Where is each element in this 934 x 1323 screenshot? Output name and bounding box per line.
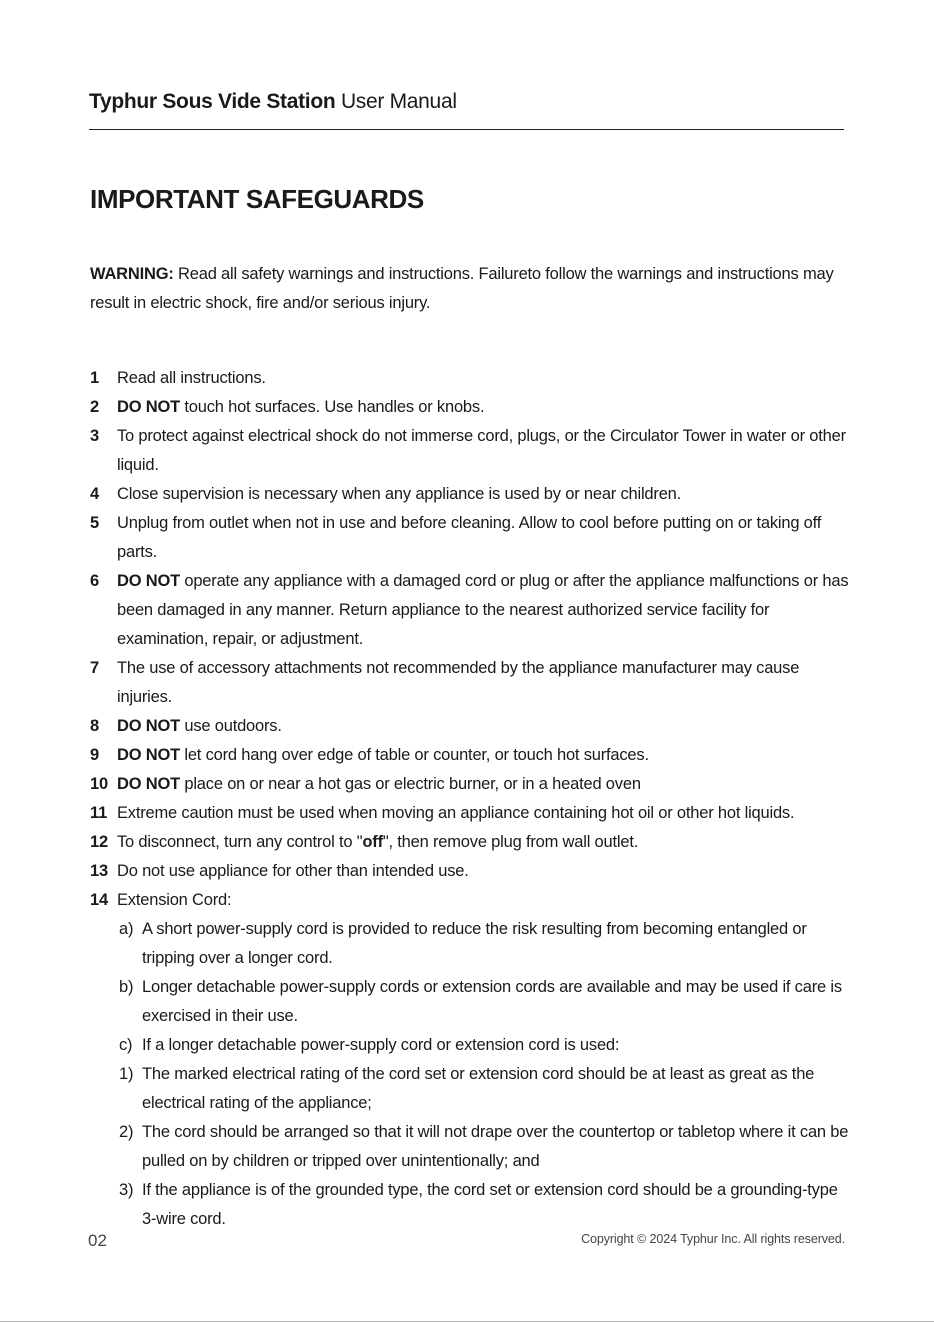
item-number: 2 (90, 398, 99, 416)
sub-list-item (117, 915, 850, 973)
item-emphasis: DO NOT (117, 717, 180, 735)
item-number: 3 (90, 427, 99, 445)
sub-item-text: The marked electrical rating of the cord set or extension cord should be at least as great as the electrical rating of the appliance; (142, 1065, 815, 1112)
sub-item-text: The cord should be arranged so that it will not drape over the countertop or tabletop where it can be pulled on by children or tripped over unintentionally; and (142, 1123, 849, 1170)
item-number: 5 (90, 514, 99, 532)
item-number: 1 (90, 369, 99, 387)
item-number: 6 (90, 572, 99, 590)
sub-list-item (117, 1060, 850, 1118)
safeguards-list (90, 364, 850, 1234)
sub-item-marker: 2) (119, 1123, 134, 1141)
item-number: 14 (90, 891, 108, 909)
item-number: 4 (90, 485, 99, 503)
extension-cord-sublist (117, 915, 850, 1234)
section-title: IMPORTANT SAFEGUARDS (90, 184, 424, 214)
item-text: use outdoors. (184, 717, 282, 735)
item-number: 7 (90, 659, 99, 677)
list-item (90, 770, 850, 799)
header-divider (89, 129, 844, 130)
sub-list-item (117, 1118, 850, 1176)
list-item (90, 654, 850, 712)
item-number: 12 (90, 833, 108, 851)
list-item (90, 567, 850, 654)
list-item (90, 741, 850, 770)
sub-item-text: A short power-supply cord is provided to reduce the risk resulting from becoming entangled or tripping over a longer cord. (142, 920, 807, 967)
header-doc: User Manual (340, 90, 457, 113)
header-product: Typhur Sous Vide Station (89, 90, 336, 113)
sub-item-marker: b) (119, 978, 134, 996)
list-item (90, 364, 850, 393)
warning-label: WARNING: (90, 265, 174, 283)
item-text: let cord hang over edge of table or counter, or touch hot surfaces. (184, 746, 649, 764)
copyright-notice: Copyright © 2024 Typhur Inc. All rights reserved. (581, 1232, 845, 1246)
sub-item-text: If the appliance is of the grounded type, the cord set or extension cord should be a grounding-type 3-wire cord. (142, 1181, 838, 1228)
item-emphasis: DO NOT (117, 775, 180, 793)
item-emphasis: off (362, 833, 383, 851)
sub-item-text: If a longer detachable power-supply cord or extension cord is used: (142, 1036, 620, 1054)
sub-list-item (117, 1031, 850, 1060)
sub-list-item (117, 973, 850, 1031)
sub-item-marker: c) (119, 1036, 133, 1054)
list-item (90, 886, 850, 1234)
list-item (90, 828, 850, 857)
sub-item-text: Longer detachable power-supply cords or extension cords are available and may be used if care is exercised in their use. (142, 978, 842, 1025)
list-item (90, 509, 850, 567)
list-item (90, 857, 850, 886)
item-text-before: To disconnect, turn any control to " (117, 833, 363, 851)
item-emphasis: DO NOT (117, 572, 180, 590)
item-text: Read all instructions. (117, 369, 266, 387)
item-text: Unplug from outlet when not in use and before cleaning. Allow to cool before putting on or taking off parts. (117, 514, 822, 561)
item-number: 8 (90, 717, 99, 735)
item-text: Extreme caution must be used when moving an appliance containing hot oil or other hot liquids. (117, 804, 795, 822)
item-text: operate any appliance with a damaged cord or plug or after the appliance malfunctions or has been damaged in any manner. Return appliance to the nearest authorized service facility for examination, repair, or adjustment. (117, 572, 849, 648)
list-item (90, 393, 850, 422)
list-item (90, 422, 850, 480)
item-number: 13 (90, 862, 108, 880)
page-header (89, 88, 844, 116)
item-number: 10 (90, 775, 108, 793)
list-item (90, 480, 850, 509)
warning-text: Read all safety warnings and instructions. Failureto follow the warnings and instructions may result in electric shock, fire and/or serious injury. (90, 265, 834, 312)
sub-item-marker: 1) (119, 1065, 134, 1083)
item-number: 11 (90, 804, 108, 822)
item-emphasis: DO NOT (117, 746, 180, 764)
item-text: Close supervision is necessary when any appliance is used by or near children. (117, 485, 682, 503)
sub-item-marker: a) (119, 920, 134, 938)
page-number: 02 (88, 1231, 107, 1250)
item-text: Extension Cord: (117, 891, 232, 909)
page-bottom-edge (0, 1321, 934, 1322)
warning-paragraph (90, 260, 850, 318)
sub-list-item (117, 1176, 850, 1234)
item-text: place on or near a hot gas or electric burner, or in a heated oven (184, 775, 641, 793)
sub-item-marker: 3) (119, 1181, 134, 1199)
list-item (90, 712, 850, 741)
item-text: Do not use appliance for other than intended use. (117, 862, 469, 880)
list-item (90, 799, 850, 828)
item-number: 9 (90, 746, 99, 764)
item-text-after: ", then remove plug from wall outlet. (382, 833, 639, 851)
header-title (89, 88, 844, 116)
item-text: The use of accessory attachments not recommended by the appliance manufacturer may cause injuries. (117, 659, 800, 706)
item-emphasis: DO NOT (117, 398, 180, 416)
item-text: touch hot surfaces. Use handles or knobs. (184, 398, 485, 416)
item-text: To protect against electrical shock do not immerse cord, plugs, or the Circulator Tower in water or other liquid. (117, 427, 846, 474)
